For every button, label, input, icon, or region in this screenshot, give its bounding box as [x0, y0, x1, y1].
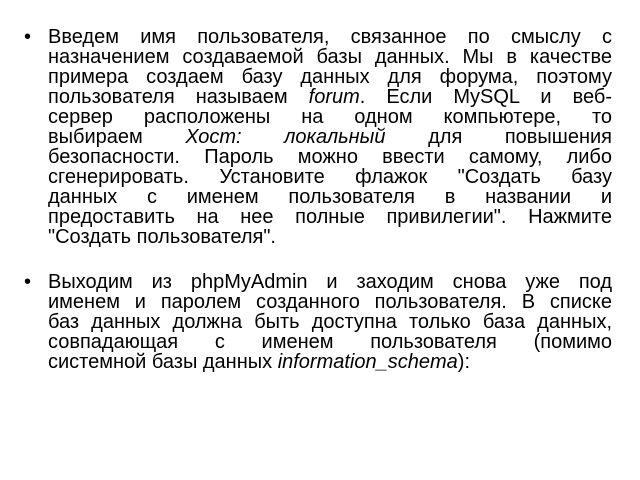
bullet-paragraph-2	[24, 271, 612, 373]
text-line	[48, 207, 612, 227]
text-line	[48, 127, 612, 147]
bullet-paragraph-1	[24, 26, 613, 248]
text-line	[48, 47, 612, 67]
text-line	[48, 312, 612, 332]
text-line	[48, 107, 612, 127]
text-line	[48, 167, 612, 187]
italic-term: information_schema	[277, 351, 458, 373]
text-segment: сервер расположены на одном компьютере, то	[48, 106, 612, 128]
text-segment: "Создать пользователя".	[48, 226, 276, 248]
text-line	[48, 292, 612, 312]
text-segment: Введем имя пользователя, связанное по смыслу с	[48, 26, 612, 48]
text-line	[48, 87, 612, 107]
text-segment: Выходим из phpMyAdmin и заходим снова уже под	[48, 271, 612, 293]
bullet-icon: •	[24, 271, 32, 293]
italic-term: forum	[308, 86, 360, 108]
text-segment: пользователя называем	[48, 86, 309, 108]
text-segment: . Если MySQL и веб-	[359, 86, 612, 108]
text-segment: баз данных должна быть доступна только база данных,	[48, 311, 612, 333]
text-segment: системной базы данных	[48, 351, 278, 373]
text-line	[48, 332, 612, 352]
text-segment: для повышения	[385, 126, 613, 148]
text-segment: назначением создаваемой базы данных. Мы в качестве	[48, 46, 612, 68]
text-line	[48, 227, 612, 247]
text-line	[48, 272, 612, 292]
text-segment: именем и паролем созданного пользователя. В списке	[48, 291, 612, 313]
text-line	[48, 352, 612, 372]
text-segment: сгенерировать. Установите флажок "Создать базу	[48, 166, 612, 188]
text-line	[48, 27, 612, 47]
text-segment: предоставить на нее полные привилегии". Нажмите	[48, 206, 612, 228]
italic-term: Хост: локальный	[185, 126, 386, 148]
text-line	[48, 187, 612, 207]
text-segment: совпадающая с именем пользователя (помимо	[48, 331, 612, 353]
text-segment: примера создаем базу данных для форума, поэтому	[48, 66, 612, 88]
text-line	[48, 67, 612, 87]
bullet-icon: •	[24, 26, 32, 48]
text-segment: ):	[457, 351, 470, 373]
text-line	[48, 147, 612, 167]
text-segment: данных с именем пользователя в названии и	[48, 186, 612, 208]
text-segment: выбираем	[48, 126, 186, 148]
text-segment: безопасности. Пароль можно ввести самому, либо	[48, 146, 612, 168]
